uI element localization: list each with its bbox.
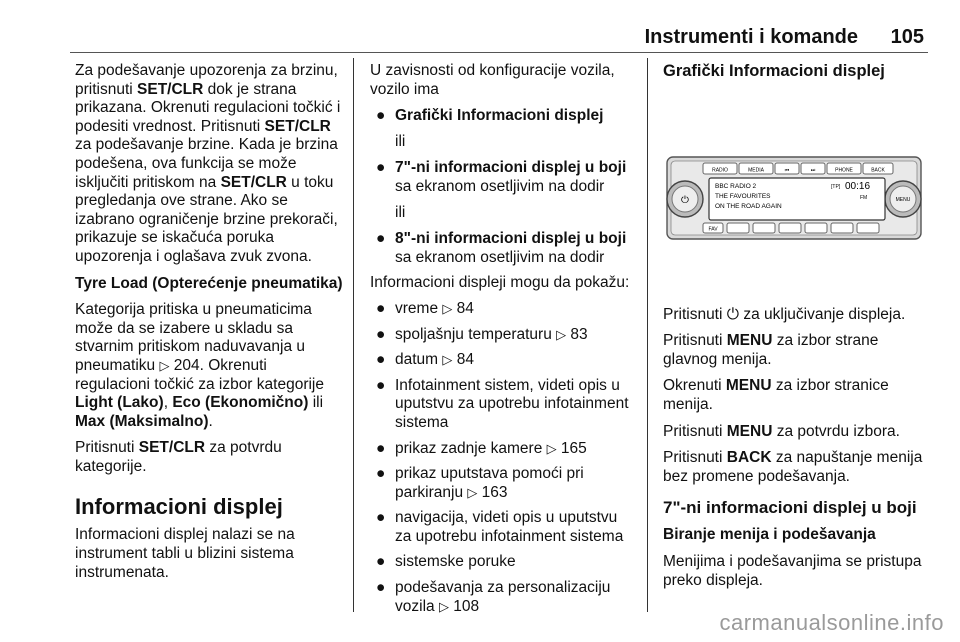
list-item: ● 8"-ni informacioni displej u boji sa ekranom osetljivim na dodir [376, 230, 627, 266]
arrow-icon: ▷ [467, 484, 478, 500]
radio-screen [709, 178, 885, 220]
power-icon: ⏻ [681, 194, 689, 206]
column-2 [370, 62, 636, 623]
list-item: ● vreme ▷ 84 [376, 299, 474, 317]
fav-button-label: FAV [708, 226, 718, 233]
column-1 [75, 62, 343, 590]
paragraph: Pritisnuti BACK za napuštanje menija bez promene podešavanja. [663, 449, 923, 485]
section-heading: Tyre Load (Opterećenje pneumatika) [75, 274, 343, 292]
screen-line: BBC RADIO 2 [715, 182, 757, 190]
column-divider [647, 58, 648, 612]
list-item: ● sistemske poruke [376, 553, 516, 571]
paragraph: Pritisnuti SET/CLR za potvrdu kategorije. [75, 439, 282, 475]
screen-line: THE FAVOURITES [715, 192, 771, 200]
radio-panel-svg [663, 89, 925, 294]
menu-knob-label: MENU [895, 196, 911, 203]
paragraph: Menijima i podešavanjima se pristupa preko displeja. [663, 552, 922, 589]
watermark: carmanualsonline.info [719, 610, 944, 635]
arrow-icon: ▷ [438, 598, 449, 614]
list-item: ● prikaz zadnje kamere ▷ 165 [376, 439, 587, 457]
bottom-button-row [703, 223, 879, 233]
page-header [70, 22, 928, 53]
list-item: ● navigacija, videti opis u uputstvu za upotrebu infotainment sistema [376, 509, 624, 545]
phone-button-label: PHONE [835, 167, 853, 174]
media-button-label: MEDIA [748, 167, 764, 174]
arrow-icon: ▷ [556, 326, 567, 342]
display-list [370, 107, 636, 126]
top-button-row [703, 163, 893, 174]
arrow-icon: ▷ [442, 352, 453, 368]
radio-button-label: RADIO [712, 167, 728, 174]
section-title: 7"-ni informacioni displej u boji [663, 498, 917, 518]
paragraph: Informacioni displeji mogu da pokažu: [370, 274, 630, 292]
list-item: ● datum ▷ 84 [376, 351, 474, 369]
feature-list [370, 300, 636, 616]
radio-illustration [663, 89, 925, 294]
paragraph: Pritisnuti MENU za potvrdu izbora. [663, 422, 900, 440]
list-item: ● 7"-ni informacioni displej u boji sa ekranom osetljivim na dodir [376, 159, 627, 195]
paragraph: U zavisnosti od konfiguracije vozila, vozilo ima [370, 62, 615, 98]
header-title: Instrumenti i komande [644, 26, 858, 48]
list-item: ● podešavanja za personalizaciju vozila ▷ 108 [376, 579, 611, 615]
paragraph: Okrenuti MENU za izbor stranice menija. [663, 377, 889, 413]
list-item: ● spoljašnju temperaturu ▷ 83 [376, 325, 588, 343]
column-divider [353, 58, 354, 612]
column-3 [663, 62, 933, 598]
display-list [370, 230, 636, 267]
list-item: ● prikaz uputstava pomoći pri parkiranju ▷ 163 [376, 465, 584, 501]
paragraph: Za podešavanje upozorenja za brzinu, pritisnuti SET/CLR dok je strana prikazana. Okrenuti regulacioni točkić i podesiti vrednost. Pritisnuti SET/CLR za podešavanje brzine. Kada je brzina podešena, ova funkcija se može isključiti pritiskom na SET/CLR u toku pregledanja ove strane. Ako se izabrano ograničenje brzine prekorači, prikazuje se iskačuća poruka upozorenja i oglašava zvuk zvona. [75, 62, 341, 265]
or-text: ili [395, 203, 406, 221]
next-icon: ⏭ [810, 167, 816, 174]
screen-line: ON THE ROAD AGAIN [715, 202, 782, 210]
paragraph: Kategorija pritiska u pneumaticima može da se izabere u skladu sa stvarnim pritiskom naduvavanja u pneumatiku ▷ 204. Okrenuti regulacioni točkić za izbor kategorije Light (Lako), Eco (Ekonomično) ili Max (Maksimalno). [75, 301, 324, 430]
arrow-icon: ▷ [159, 357, 170, 373]
power-knob [667, 181, 703, 217]
list-item: ● Infotainment sistem, videti opis u uputstvu za upotrebu infotainment sistema [376, 376, 629, 431]
display-list [370, 159, 636, 196]
page-number: 105 [890, 26, 924, 48]
paragraph: Pritisnuti ⏻ za uključivanje displeja. [663, 305, 906, 323]
clock-display: 00:16 [845, 180, 871, 192]
list-item: ● Grafički Informacioni displej [376, 107, 604, 125]
sub-heading: Biranje menija i podešavanja [663, 526, 876, 544]
band-indicator: FM [860, 194, 868, 201]
back-button-label: BACK [871, 167, 885, 174]
paragraph: Pritisnuti MENU za izbor strane glavnog menija. [663, 332, 879, 368]
paragraph: Informacioni displej nalazi se na instrument tabli u blizini sistema instrumenata. [75, 526, 295, 581]
arrow-icon: ▷ [546, 440, 557, 456]
or-text: ili [395, 132, 406, 150]
section-title: Informacioni displej [75, 494, 283, 520]
power-icon: ⏻ [726, 305, 740, 323]
arrow-icon: ▷ [442, 300, 453, 316]
menu-knob [885, 181, 921, 217]
prev-icon: ⏮ [784, 167, 790, 174]
section-heading: Grafički Informacioni displej [663, 62, 885, 80]
tp-indicator: [TP] [831, 183, 841, 190]
